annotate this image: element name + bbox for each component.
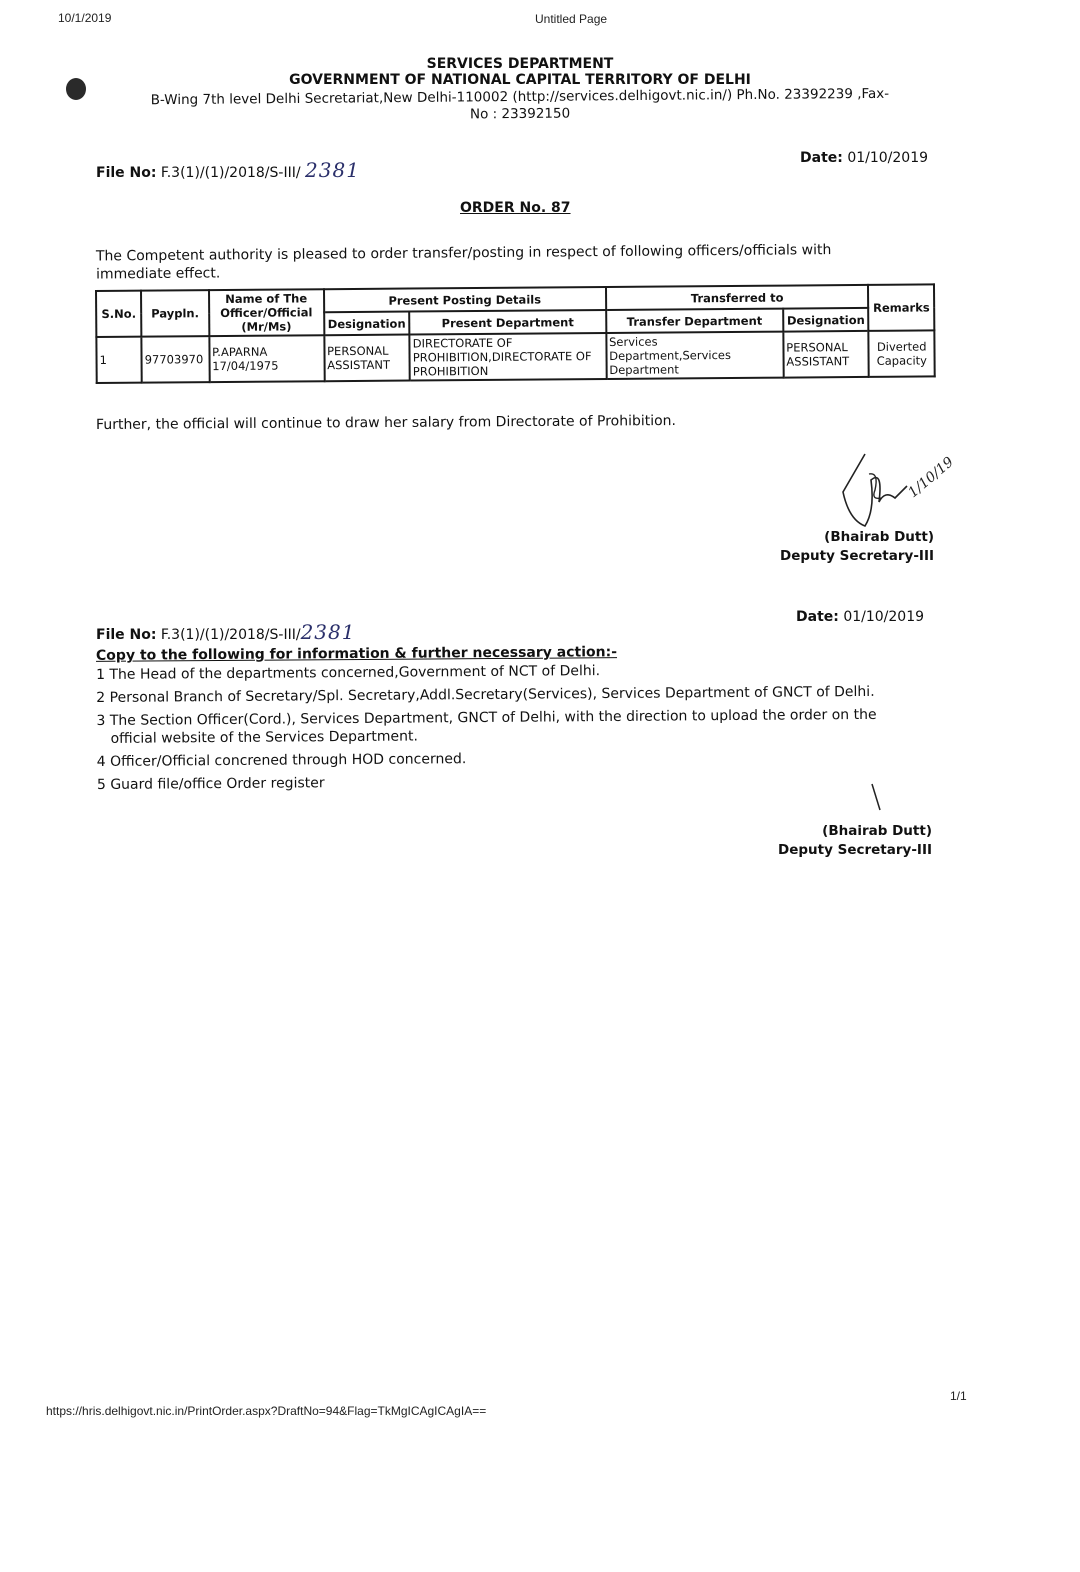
copy-date <box>796 609 924 625</box>
col-sno: S.No. <box>96 291 142 337</box>
cell-present-designation: PERSONAL ASSISTANT <box>324 335 410 382</box>
cell-remarks: Diverted Capacity <box>869 330 935 377</box>
cell-name <box>209 335 324 382</box>
copy-date-value: 01/10/2019 <box>843 609 925 625</box>
copy-item-1: 1 The Head of the departments concerned,Government of NCT of Delhi. <box>96 663 601 683</box>
signatory-name: (Bhairab Dutt) <box>824 529 934 545</box>
date-label: Date: <box>800 150 843 166</box>
letterhead-department: SERVICES DEPARTMENT <box>426 56 614 72</box>
print-url: https://hris.delhigovt.nic.in/PrintOrder.aspx?DraftNo=94&Flag=TkMgICAgICAgIA== <box>46 1404 487 1418</box>
signature-scribble <box>835 450 965 530</box>
file-label: File No: <box>96 165 157 181</box>
copy-item-4: 4 Officer/Official concrened through HOD concerned. <box>96 751 467 770</box>
order-date <box>800 150 928 166</box>
officer-name: P.APARNA <box>212 344 268 360</box>
copy-date-label: Date: <box>796 609 839 625</box>
file-number-text: F.3(1)/(1)/2018/S-III/ <box>160 165 301 181</box>
signature-date: 1/10/19 <box>905 454 957 502</box>
cell-transfer-department: Services Department,Services Department <box>606 332 783 379</box>
copy-file-number-text: F.3(1)/(1)/2018/S-III/ <box>160 627 301 643</box>
copy-item-3: 3 The Section Officer(Cord.), Services Department, GNCT of Delhi, with the direction to upload the order on the <box>96 706 877 729</box>
letterhead-government: GOVERNMENT OF NATIONAL CAPITAL TERRITORY OF DELHI <box>289 72 751 88</box>
copy-item-3-cont: official website of the Services Department. <box>110 728 418 747</box>
table-row <box>96 330 934 383</box>
copy-file-number <box>96 620 355 644</box>
cell-paypin: 97703970 <box>142 336 210 383</box>
col-name: Name of The Officer/Official (Mr/Ms) <box>209 289 324 336</box>
copy-file-label: File No: <box>96 627 157 643</box>
signature-icon <box>835 450 965 530</box>
transfer-table <box>95 283 936 384</box>
order-intro: The Competent authority is pleased to order transfer/posting in respect of following officers/officials with immediate effect. <box>95 242 832 283</box>
transfer-table-wrapper <box>95 283 936 384</box>
date-value: 01/10/2019 <box>847 150 929 166</box>
col-group-present: Present Posting Details <box>324 287 606 312</box>
col-present-designation: Designation <box>324 312 410 336</box>
col-remarks: Remarks <box>868 284 934 331</box>
print-page-number: 1/1 <box>950 1389 967 1403</box>
address-line-1: B-Wing 7th level Delhi Secretariat,New Delhi-110002 (http://services.delhigovt.nic.in/) Ph.No. 23392239 ,Fax- <box>150 85 890 109</box>
copy-heading: Copy to the following for information & further necessary action:- <box>95 644 618 664</box>
col-transfer-department: Transfer Department <box>606 309 783 333</box>
cell-sno: 1 <box>96 337 142 383</box>
order-signatory <box>780 528 934 566</box>
file-number-handwritten: 2381 <box>305 158 360 182</box>
letterhead-address <box>100 85 940 126</box>
copy-signatory <box>778 822 932 860</box>
tick-mark-icon <box>870 782 884 812</box>
copy-list <box>96 657 957 797</box>
col-group-transfer: Transferred to <box>606 285 869 310</box>
col-transfer-designation: Designation <box>783 308 869 332</box>
order-file-number <box>96 158 360 182</box>
cell-transfer-designation: PERSONAL ASSISTANT <box>783 331 869 378</box>
officer-dob: 17/04/1975 <box>212 358 279 374</box>
signature-tick <box>870 782 884 812</box>
col-present-department: Present Department <box>409 310 606 335</box>
address-line-2: No : 23392150 <box>469 105 571 123</box>
print-date: 10/1/2019 <box>58 11 112 25</box>
copy-file-number-handwritten: 2381 <box>300 620 356 644</box>
print-page-title: Untitled Page <box>535 12 608 26</box>
col-paypin: Paypln. <box>141 290 209 337</box>
cell-present-department: DIRECTORATE OF PROHIBITION,DIRECTORATE OF PROHIBITION <box>410 333 607 381</box>
signatory-designation: Deputy Secretary-III <box>780 548 934 564</box>
copy-signatory-designation: Deputy Secretary-III <box>778 842 932 858</box>
copy-item-2: 2 Personal Branch of Secretary/Spl. Secretary,Addl.Secretary(Services), Services Department of GNCT of Delhi. <box>96 683 875 706</box>
copy-signatory-name: (Bhairab Dutt) <box>822 823 932 839</box>
copy-item-5: 5 Guard file/office Order register <box>96 775 325 793</box>
order-further-note: Further, the official will continue to draw her salary from Directorate of Prohibition. <box>95 412 677 434</box>
order-title: ORDER No. 87 <box>460 200 571 216</box>
